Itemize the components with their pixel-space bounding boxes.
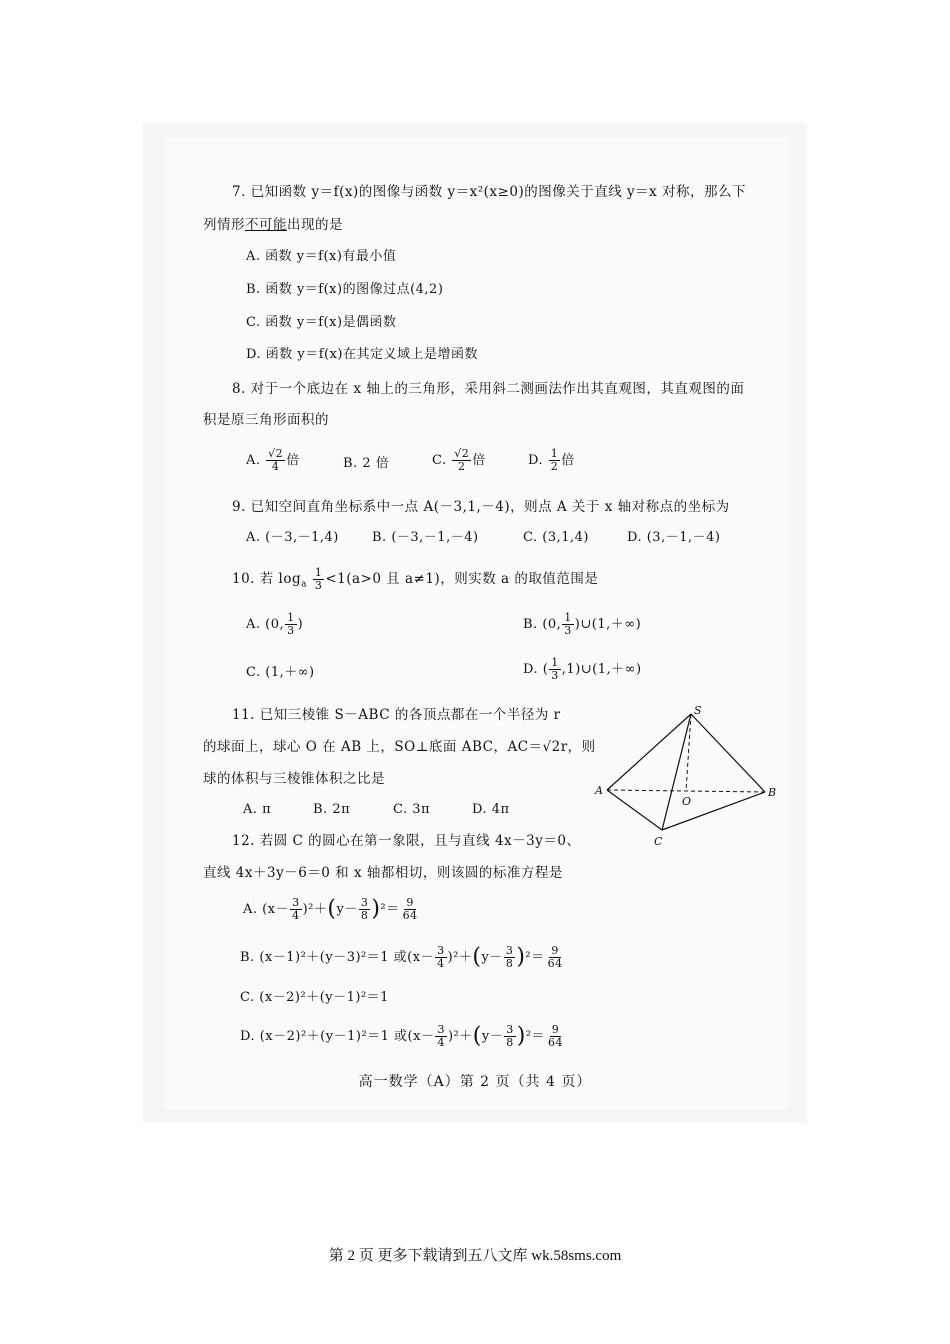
q12-option-a-eq: ²＝ — [380, 902, 400, 917]
fraction-numerator: 3 — [360, 896, 369, 909]
q7-stem-line1: 7. 已知函数 y＝f(x)的图像与函数 y＝x²(x≥0)的图像关于直线 y＝x 对称，那么下 — [232, 184, 747, 200]
q9-option-b: B. (－3,－1,－4) — [372, 530, 479, 545]
label-a: A — [595, 784, 603, 797]
fraction-denominator: 3 — [287, 624, 295, 637]
q7-option-b: B. 函数 y＝f(x)的图像过点(4,2) — [246, 282, 444, 297]
q7-stem-emphasis: 不可能 — [245, 217, 287, 233]
q8-option-a-unit: 倍 — [286, 453, 300, 468]
fraction-numerator: 1 — [564, 611, 572, 624]
q12-option-d-pre: D. (x－2)²＋(y－1)²＝1 或(x－ — [240, 1029, 435, 1044]
label-o: O — [682, 795, 692, 808]
q8-stem-line1: 8. 对于一个底边在 x 轴上的三角形，采用斜二测画法作出其直观图，其直观图的面 — [232, 381, 745, 397]
exam-page-footer: 高一数学（A）第 2 页（共 4 页） — [358, 1074, 592, 1090]
edge-sa — [607, 714, 691, 790]
q10-option-b-pre: B. (0, — [523, 617, 562, 632]
q9-stem: 9. 已知空间直角坐标系中一点 A(－3,1,－4)，则点 A 关于 x 轴对称点的坐标为 — [232, 499, 730, 515]
q8-option-b: B. 2 倍 — [343, 456, 390, 471]
q12-option-d-eq: ²＝ — [525, 1029, 546, 1044]
q8-option-a — [246, 448, 300, 473]
fraction-numerator: 3 — [437, 1023, 445, 1036]
q12-option-a-inner: y－ — [336, 902, 358, 917]
q11-stem-line1: 11. 已知三棱锥 S－ABC 的各顶点都在一个半径为 r — [232, 707, 561, 723]
q7-option-d: D. 函数 y＝f(x)在其定义域上是增函数 — [246, 347, 478, 362]
fraction-denominator: 4 — [437, 1036, 445, 1049]
q10-option-b — [523, 612, 641, 637]
fraction-numerator: 1 — [287, 611, 295, 624]
download-note: 第 2 页 更多下载请到五八文库 wk.58sms.com — [328, 1248, 622, 1264]
q8-option-d-label: D. — [528, 453, 544, 468]
q12-option-d-frac2 — [504, 1024, 516, 1049]
q12-option-b-mid: )²＋ — [447, 950, 473, 965]
fraction-denominator: 2 — [458, 460, 466, 473]
fraction-numerator: 1 — [314, 566, 323, 579]
label-s: S — [694, 704, 702, 717]
q12-option-a-pre: A. (x－ — [243, 902, 290, 917]
q8-option-c — [432, 448, 486, 473]
q7-stem-line2 — [203, 216, 343, 234]
q12-option-d-mid: )²＋ — [447, 1029, 473, 1044]
q8-option-c-fraction — [452, 448, 471, 473]
q12-option-d-frac3 — [546, 1024, 565, 1049]
q12-option-d-frac1 — [435, 1024, 447, 1049]
q9-option-a: A. (－3,－1,4) — [246, 530, 339, 545]
edge-cb — [662, 792, 765, 830]
q7-stem-line2-post: 出现的是 — [287, 217, 343, 233]
fraction-denominator: 64 — [547, 957, 563, 970]
q12-option-b-frac1 — [435, 945, 447, 970]
q10-option-d — [523, 657, 642, 682]
fraction-denominator: 64 — [402, 909, 418, 922]
fraction-denominator: 3 — [314, 579, 323, 592]
fraction-denominator: 8 — [506, 1036, 514, 1049]
scanned-page — [143, 123, 807, 1123]
fraction-numerator: √2 — [268, 447, 284, 460]
q11-option-a: A. π — [243, 802, 272, 817]
q10-option-b-fraction — [562, 612, 574, 637]
q10-option-c: C. (1,＋∞) — [246, 665, 315, 680]
fraction-denominator: 3 — [564, 624, 572, 637]
q7-option-c: C. 函数 y＝f(x)是偶函数 — [246, 315, 397, 330]
q12-option-b-pre: B. (x－1)²＋(y－3)²＝1 或(x－ — [240, 950, 435, 965]
fraction-denominator: 8 — [360, 909, 369, 922]
q10-option-a-fraction — [285, 612, 297, 637]
q10-option-d-pre: D. ( — [523, 662, 549, 677]
q12-option-a-frac2 — [359, 897, 371, 922]
q11-stem-line3: 球的体积与三棱锥体积之比是 — [203, 771, 385, 787]
q7-stem-line2-pre: 列情形 — [203, 217, 245, 233]
edge-sc — [662, 714, 691, 830]
q11-option-c: C. 3π — [393, 802, 431, 817]
fraction-numerator: 1 — [551, 656, 559, 669]
q10-stem-log: 10. 若 log — [232, 571, 302, 587]
q12-option-a-mid: )²＋ — [302, 902, 328, 917]
label-b: B — [768, 786, 777, 799]
q7-option-a: A. 函数 y＝f(x)有最小值 — [246, 249, 397, 264]
q12-option-b-inner: y－ — [481, 950, 503, 965]
q10-stem-post: <1(a>0 且 a≠1)，则实数 a 的取值范围是 — [325, 571, 599, 587]
q12-option-b: B. (x－1)²＋(y－3)²＝1 或(x－ $\frac{3}{4}$ )²＋(y－ $\frac{3}{8}$ )²＝ $\frac{9}{64}$ — [240, 944, 563, 970]
q8-option-d — [528, 448, 575, 473]
fraction-numerator: 9 — [406, 896, 414, 909]
pyramid-figure — [590, 700, 790, 860]
q8-option-d-unit: 倍 — [561, 453, 575, 468]
fraction-denominator: 4 — [271, 460, 280, 473]
q9-option-c: C. (3,1,4) — [523, 530, 589, 545]
fraction-denominator: 4 — [437, 957, 445, 970]
q10-option-a-pre: A. (0, — [246, 617, 285, 632]
q11-option-d: D. 4π — [472, 802, 510, 817]
q10-stem — [232, 567, 598, 594]
q12-option-d: D. (x－2)²＋(y－1)²＝1 或(x－ $\frac{3}{4}$ )²＋(y－ $\frac{3}{8}$ )²＝ $\frac{9}{64}$ — [240, 1023, 564, 1049]
q10-option-d-fraction — [549, 657, 561, 682]
fraction-denominator: 2 — [550, 460, 559, 473]
label-c: C — [654, 835, 663, 848]
q11-option-b: B. 2π — [313, 802, 351, 817]
q12-option-b-frac3 — [546, 945, 565, 970]
fraction-numerator: 3 — [506, 1023, 514, 1036]
q10-option-d-post: ,1)∪(1,＋∞) — [561, 662, 642, 677]
q10-option-a-post: ) — [297, 617, 304, 632]
q10-log-base: a — [301, 579, 308, 590]
fraction-numerator: √2 — [454, 447, 470, 460]
q12-stem-line1: 12. 若圆 C 的圆心在第一象限，且与直线 4x－3y＝0、 — [232, 833, 581, 849]
q11-stem-line2: 的球面上，球心 O 在 AB 上，SO⊥底面 ABC，AC＝√2r，则 — [203, 739, 596, 755]
q8-option-a-fraction — [266, 448, 285, 473]
fraction-numerator: 3 — [505, 944, 514, 957]
q12-option-c: C. (x－2)²＋(y－1)²＝1 — [240, 990, 389, 1005]
q12-option-a-frac3 — [401, 897, 420, 922]
q12-option-b-frac2 — [504, 945, 516, 970]
q12-option-a-frac1 — [290, 897, 302, 922]
q9-option-d: D. (3,－1,－4) — [627, 530, 721, 545]
q12-option-a: A. (x－ $\frac{3}{4}$ )²＋(y－ $\frac{3}{8}$ )²＝ $\frac{9}{64}$ — [243, 896, 418, 922]
q8-option-a-label: A. — [246, 453, 261, 468]
fraction-denominator: 4 — [292, 909, 300, 922]
fraction-numerator: 9 — [551, 944, 559, 957]
fraction-denominator: 3 — [551, 669, 559, 682]
q12-stem-line2: 直线 4x＋3y－6＝0 和 x 轴都相切，则该圆的标准方程是 — [203, 865, 563, 881]
q10-option-a — [246, 612, 303, 637]
fraction-denominator: 8 — [505, 957, 514, 970]
edge-sb — [691, 714, 765, 792]
q10-option-b-post: )∪(1,＋∞) — [574, 617, 642, 632]
fraction-numerator: 9 — [551, 1023, 560, 1036]
q12-option-d-inner: y－ — [481, 1029, 504, 1044]
fraction-numerator: 1 — [550, 447, 559, 460]
fraction-denominator: 64 — [548, 1036, 564, 1049]
q8-option-d-fraction — [549, 448, 561, 473]
fraction-numerator: 3 — [292, 896, 300, 909]
q8-stem-line2: 积是原三角形面积的 — [203, 412, 329, 428]
q12-option-b-eq: ²＝ — [525, 950, 545, 965]
fraction-numerator: 3 — [437, 944, 445, 957]
edge-ac — [607, 790, 662, 830]
q8-option-c-unit: 倍 — [472, 453, 486, 468]
q8-option-c-label: C. — [432, 453, 447, 468]
q10-stem-fraction — [313, 567, 325, 592]
